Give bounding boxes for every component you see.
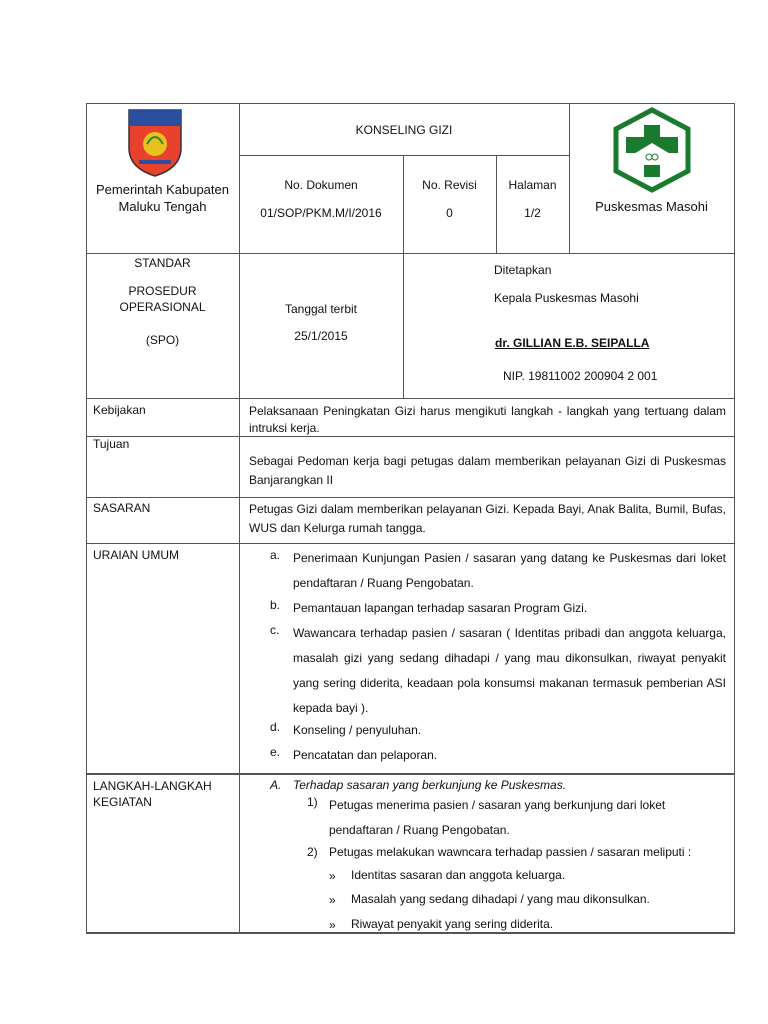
bullet-item: Riwayat penyakit yang sering diderita. [351, 917, 554, 931]
list-item: Pencatatan dan pelaporan. [293, 748, 438, 762]
step-item: Petugas melakukan wawncara terhadap passien / sasaran meliputi : [329, 845, 692, 859]
row-divider [86, 543, 735, 544]
list-item: Wawancara terhadap pasien / sasaran ( Identitas pribadi dan anggota keluarga, masalah gizi yang sedang dihadapi / yang mau dikonsulkan, riwayat penyakit yang sering diderita, keadaan pola konsumsi makanan termasuk pemberian ASI kepada bayi ). [293, 626, 726, 715]
langkah-label [93, 778, 212, 810]
spo-line3: OPERASIONAL [119, 300, 206, 314]
row-divider [86, 773, 735, 775]
kebijakan-label: Kebijakan [93, 403, 146, 417]
org-line2: Maluku Tengah [118, 199, 207, 214]
col-divider [239, 103, 240, 933]
divider [496, 155, 497, 253]
bullet-item: Identitas sasaran dan anggota keluarga. [351, 868, 566, 882]
page-number: 1/2 [524, 206, 541, 220]
uraian-label: URAIAN UMUM [93, 548, 179, 562]
table-border-right [734, 103, 735, 933]
kebijakan-text: Pelaksanaan Peningkatan Gizi harus mengikuti langkah - langkah yang tertuang dalam intruksi kerja. [249, 404, 726, 435]
revision: 0 [446, 206, 453, 220]
section-marker: A. [270, 778, 282, 792]
list-marker: d. [270, 720, 281, 734]
divider [569, 103, 570, 253]
list-item: Penerimaan Kunjungan Pasien / sasaran yang datang ke Puskesmas dari loket pendaftaran / Ruang Pengobatan. [293, 551, 726, 590]
maluku-tengah-emblem [127, 108, 183, 178]
langkah-label-line2: KEGIATAN [93, 795, 152, 809]
step-item: Petugas menerima pasien / sasaran yang berkunjung dari loket pendaftaran / Ruang Pengobatan. [329, 798, 666, 837]
bullet-item: Masalah yang sedang dihadapi / yang mau dikonsulkan. [351, 892, 650, 906]
document-title: KONSELING GIZI [355, 123, 453, 137]
list-marker: e. [270, 745, 281, 759]
section-heading: Terhadap sasaran yang berkunjung ke Puskesmas. [293, 778, 567, 792]
list-marker: c. [270, 623, 280, 637]
list-item: Pemantauan lapangan terhadap sasaran Program Gizi. [293, 601, 588, 615]
row-divider [86, 253, 735, 254]
step-marker: 1) [307, 795, 318, 809]
page-label: Halaman [508, 178, 557, 192]
set-by: Kepala Puskesmas Masohi [494, 291, 639, 305]
spo-line4: (SPO) [145, 333, 180, 347]
row-divider [86, 497, 735, 498]
facility-name: Puskesmas Masohi [595, 199, 708, 214]
doc-no: 01/SOP/PKM.M/I/2016 [260, 206, 382, 220]
revision-label: No. Revisi [422, 178, 477, 192]
issue-date-label: Tanggal terbit [284, 302, 358, 316]
bullet-marker: » [329, 869, 336, 883]
tujuan-label: Tujuan [93, 437, 130, 451]
divider [239, 155, 569, 156]
langkah-label-line1: LANGKAH-LANGKAH [93, 779, 212, 793]
table-border-left [86, 103, 87, 933]
spo-line2: PROSEDUR [128, 284, 197, 298]
row-divider [86, 398, 735, 399]
org-name [86, 181, 239, 215]
sasaran-label: SASARAN [93, 501, 151, 515]
set-label: Ditetapkan [494, 263, 552, 277]
table-border-top [86, 103, 735, 104]
org-line1: Pemerintah Kabupaten [96, 182, 229, 197]
bullet-marker: » [329, 893, 336, 907]
list-item: Konseling / penyuluhan. [293, 723, 422, 737]
issue-date: 25/1/2015 [294, 329, 348, 343]
signer-nip: NIP. 19811002 200904 2 001 [503, 369, 658, 383]
signer-name: dr. GILLIAN E.B. SEIPALLA [495, 336, 650, 350]
puskesmas-logo [612, 107, 692, 193]
list-marker: a. [270, 548, 281, 562]
bullet-marker: » [329, 918, 336, 932]
list-marker: b. [270, 598, 281, 612]
step-marker: 2) [307, 845, 318, 859]
doc-no-label: No. Dokumen [284, 178, 358, 192]
tujuan-text: Sebagai Pedoman kerja bagi petugas dalam memberikan pelayanan Gizi di Puskesmas Banjarangkan II [249, 454, 726, 487]
spo-line1: STANDAR [134, 256, 191, 270]
sasaran-text: Petugas Gizi dalam memberikan pelayanan Gizi. Kepada Bayi, Anak Balita, Bumil, Bufas, WUS dan Kelurga rumah tangga. [249, 502, 726, 535]
table-border-bottom [86, 932, 735, 934]
